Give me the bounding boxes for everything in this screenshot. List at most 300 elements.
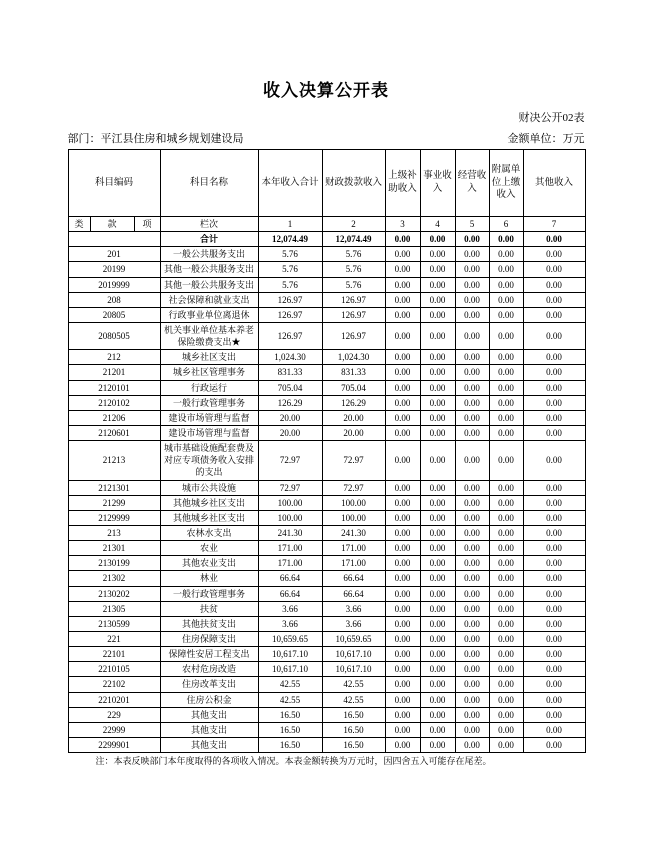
row-value: 16.50 xyxy=(322,737,385,752)
row-value: 42.55 xyxy=(322,692,385,707)
row-value: 66.64 xyxy=(258,586,322,601)
meta-row xyxy=(68,130,585,146)
row-value: 0.00 xyxy=(455,541,489,556)
sub-header-xiang: 项 xyxy=(134,217,160,232)
row-value: 705.04 xyxy=(322,380,385,395)
row-value: 0.00 xyxy=(455,495,489,510)
row-value: 0.00 xyxy=(455,365,489,380)
sub-header-col-4: 4 xyxy=(420,217,455,232)
row-value: 0.00 xyxy=(523,262,585,277)
table-row xyxy=(68,322,585,349)
row-value: 0.00 xyxy=(523,586,585,601)
row-value: 0.00 xyxy=(385,292,420,307)
row-value: 0.00 xyxy=(385,380,420,395)
row-value: 0.00 xyxy=(523,322,585,349)
row-value: 0.00 xyxy=(489,495,523,510)
row-value: 0.00 xyxy=(523,707,585,722)
income-table xyxy=(68,149,586,753)
row-value: 3.66 xyxy=(258,616,322,631)
row-value: 0.00 xyxy=(489,722,523,737)
row-value: 126.29 xyxy=(258,395,322,410)
sub-header-col-5: 5 xyxy=(455,217,489,232)
row-value: 0.00 xyxy=(489,707,523,722)
row-value: 1,024.30 xyxy=(258,350,322,365)
row-name: 其他农业支出 xyxy=(160,556,258,571)
row-value: 20.00 xyxy=(322,425,385,440)
department-label: 部门：平江县住房和城乡规划建设局 xyxy=(67,133,244,145)
row-value: 0.00 xyxy=(523,380,585,395)
row-value: 0.00 xyxy=(420,277,455,292)
table-row xyxy=(68,571,585,586)
row-name: 其他支出 xyxy=(160,722,258,737)
row-value: 831.33 xyxy=(258,365,322,380)
table-row xyxy=(68,441,585,480)
row-value: 0.00 xyxy=(385,425,420,440)
row-code xyxy=(68,232,160,247)
page-title: 收入决算公开表 xyxy=(263,81,389,100)
row-value: 0.00 xyxy=(455,556,489,571)
row-value: 0.00 xyxy=(385,647,420,662)
row-value: 241.30 xyxy=(322,525,385,540)
row-value: 0.00 xyxy=(385,601,420,616)
row-value: 5.76 xyxy=(322,262,385,277)
row-code: 2019999 xyxy=(68,277,160,292)
row-value: 0.00 xyxy=(420,441,455,480)
row-value: 0.00 xyxy=(523,525,585,540)
row-value: 0.00 xyxy=(385,480,420,495)
table-row xyxy=(68,616,585,631)
row-value: 0.00 xyxy=(523,571,585,586)
col-header-operating-income: 经营收入 xyxy=(455,150,489,217)
row-name: 建设市场管理与监督 xyxy=(160,425,258,440)
row-value: 0.00 xyxy=(523,692,585,707)
table-row xyxy=(68,707,585,722)
row-value: 0.00 xyxy=(455,631,489,646)
row-value: 0.00 xyxy=(489,441,523,480)
row-code: 208 xyxy=(68,292,160,307)
row-value: 0.00 xyxy=(489,601,523,616)
row-value: 0.00 xyxy=(385,707,420,722)
row-value: 0.00 xyxy=(455,510,489,525)
row-value: 0.00 xyxy=(489,395,523,410)
row-value: 0.00 xyxy=(455,737,489,752)
row-value: 66.64 xyxy=(322,586,385,601)
col-header-subsidy-income: 上级补助收入 xyxy=(385,150,420,217)
row-value: 66.64 xyxy=(322,571,385,586)
row-code: 201 xyxy=(68,247,160,262)
row-value: 0.00 xyxy=(489,247,523,262)
row-value: 10,617.10 xyxy=(322,662,385,677)
row-value: 0.00 xyxy=(455,571,489,586)
row-code: 2130202 xyxy=(68,586,160,601)
row-value: 16.50 xyxy=(258,722,322,737)
row-name: 住房公积金 xyxy=(160,692,258,707)
row-value: 0.00 xyxy=(489,480,523,495)
row-value: 0.00 xyxy=(523,616,585,631)
row-value: 0.00 xyxy=(455,692,489,707)
row-name: 行政事业单位离退休 xyxy=(160,307,258,322)
row-value: 0.00 xyxy=(523,556,585,571)
row-name: 机关事业单位基本养老保险缴费支出★ xyxy=(160,322,258,349)
row-value: 0.00 xyxy=(385,737,420,752)
row-name: 农林水支出 xyxy=(160,525,258,540)
table-row xyxy=(68,677,585,692)
row-value: 0.00 xyxy=(385,277,420,292)
row-value: 0.00 xyxy=(455,586,489,601)
row-value: 0.00 xyxy=(523,292,585,307)
row-code: 21213 xyxy=(68,441,160,480)
row-value: 0.00 xyxy=(489,262,523,277)
row-value: 0.00 xyxy=(489,571,523,586)
row-value: 0.00 xyxy=(523,495,585,510)
row-value: 0.00 xyxy=(455,425,489,440)
row-name: 住房改革支出 xyxy=(160,677,258,692)
row-value: 100.00 xyxy=(258,510,322,525)
row-value: 0.00 xyxy=(489,410,523,425)
row-code: 2210105 xyxy=(68,662,160,677)
row-name: 城市基础设施配套费及对应专项债务收入安排的支出 xyxy=(160,441,258,480)
row-code: 213 xyxy=(68,525,160,540)
row-code: 21305 xyxy=(68,601,160,616)
row-name: 一般公共服务支出 xyxy=(160,247,258,262)
row-value: 705.04 xyxy=(258,380,322,395)
row-value: 0.00 xyxy=(523,425,585,440)
row-value: 0.00 xyxy=(420,425,455,440)
row-name: 建设市场管理与监督 xyxy=(160,410,258,425)
sub-header-row xyxy=(68,217,585,232)
row-code: 21201 xyxy=(68,365,160,380)
row-value: 0.00 xyxy=(420,737,455,752)
row-value: 0.00 xyxy=(420,510,455,525)
row-value: 0.00 xyxy=(523,480,585,495)
row-value: 0.00 xyxy=(385,525,420,540)
row-value: 0.00 xyxy=(420,722,455,737)
row-value: 20.00 xyxy=(258,410,322,425)
row-code: 212 xyxy=(68,350,160,365)
row-value: 0.00 xyxy=(489,631,523,646)
row-value: 72.97 xyxy=(322,480,385,495)
row-value: 10,617.10 xyxy=(258,647,322,662)
sub-header-lanci: 栏次 xyxy=(160,217,258,232)
row-value: 0.00 xyxy=(455,677,489,692)
row-value: 1,024.30 xyxy=(322,350,385,365)
table-row xyxy=(68,410,585,425)
row-value: 241.30 xyxy=(258,525,322,540)
row-value: 126.29 xyxy=(322,395,385,410)
row-value: 171.00 xyxy=(322,556,385,571)
row-value: 0.00 xyxy=(420,571,455,586)
row-value: 0.00 xyxy=(455,292,489,307)
row-value: 0.00 xyxy=(489,322,523,349)
row-name: 城乡社区管理事务 xyxy=(160,365,258,380)
row-name: 住房保障支出 xyxy=(160,631,258,646)
sub-header-col-6: 6 xyxy=(489,217,523,232)
unit-label: 金额单位：万元 xyxy=(507,133,585,145)
row-value: 0.00 xyxy=(420,631,455,646)
row-value: 16.50 xyxy=(258,707,322,722)
row-value: 42.55 xyxy=(322,677,385,692)
row-value: 72.97 xyxy=(258,441,322,480)
row-value: 0.00 xyxy=(420,262,455,277)
col-header-fiscal-income: 财政拨款收入 xyxy=(322,150,385,217)
row-code: 2129999 xyxy=(68,510,160,525)
row-code: 22101 xyxy=(68,647,160,662)
row-name: 农业 xyxy=(160,541,258,556)
table-row xyxy=(68,631,585,646)
row-value: 0.00 xyxy=(385,232,420,247)
row-value: 0.00 xyxy=(489,232,523,247)
row-value: 0.00 xyxy=(420,662,455,677)
row-value: 0.00 xyxy=(455,380,489,395)
row-value: 66.64 xyxy=(258,571,322,586)
row-value: 0.00 xyxy=(420,292,455,307)
row-value: 0.00 xyxy=(420,525,455,540)
row-name: 城乡社区支出 xyxy=(160,350,258,365)
table-row xyxy=(68,601,585,616)
row-name: 其他支出 xyxy=(160,737,258,752)
table-code-label: 财决公开02表 xyxy=(518,112,585,124)
row-value: 0.00 xyxy=(385,677,420,692)
row-value: 0.00 xyxy=(455,647,489,662)
row-value: 0.00 xyxy=(489,662,523,677)
row-name: 城市公共设施 xyxy=(160,480,258,495)
row-value: 0.00 xyxy=(385,556,420,571)
row-value: 0.00 xyxy=(420,350,455,365)
row-value: 0.00 xyxy=(489,425,523,440)
row-value: 0.00 xyxy=(385,350,420,365)
row-code: 20199 xyxy=(68,262,160,277)
row-value: 0.00 xyxy=(385,395,420,410)
row-value: 5.76 xyxy=(258,262,322,277)
row-value: 171.00 xyxy=(322,541,385,556)
row-value: 72.97 xyxy=(322,441,385,480)
row-name: 合计 xyxy=(160,232,258,247)
row-value: 0.00 xyxy=(455,722,489,737)
row-value: 0.00 xyxy=(455,441,489,480)
row-value: 0.00 xyxy=(420,380,455,395)
row-value: 20.00 xyxy=(258,425,322,440)
table-row xyxy=(68,425,585,440)
table-row xyxy=(68,647,585,662)
row-value: 0.00 xyxy=(523,247,585,262)
row-value: 0.00 xyxy=(455,322,489,349)
row-value: 0.00 xyxy=(489,737,523,752)
row-value: 3.66 xyxy=(322,601,385,616)
row-value: 0.00 xyxy=(420,365,455,380)
col-header-business-income: 事业收入 xyxy=(420,150,455,217)
row-value: 0.00 xyxy=(523,350,585,365)
row-value: 3.66 xyxy=(322,616,385,631)
row-name: 其他支出 xyxy=(160,707,258,722)
row-code: 22999 xyxy=(68,722,160,737)
row-value: 0.00 xyxy=(385,631,420,646)
row-value: 0.00 xyxy=(455,232,489,247)
row-value: 0.00 xyxy=(385,410,420,425)
row-value: 0.00 xyxy=(523,662,585,677)
row-value: 0.00 xyxy=(385,510,420,525)
table-row xyxy=(68,525,585,540)
row-name: 保障性安居工程支出 xyxy=(160,647,258,662)
row-name: 一般行政管理事务 xyxy=(160,586,258,601)
row-value: 0.00 xyxy=(420,247,455,262)
row-value: 0.00 xyxy=(385,441,420,480)
row-value: 0.00 xyxy=(489,365,523,380)
row-value: 0.00 xyxy=(455,601,489,616)
row-value: 10,617.10 xyxy=(322,647,385,662)
row-value: 0.00 xyxy=(420,395,455,410)
row-value: 0.00 xyxy=(489,541,523,556)
table-row xyxy=(68,350,585,365)
table-row xyxy=(68,247,585,262)
row-value: 0.00 xyxy=(455,307,489,322)
row-value: 10,659.65 xyxy=(322,631,385,646)
row-value: 0.00 xyxy=(420,232,455,247)
row-name: 其他城乡社区支出 xyxy=(160,510,258,525)
row-value: 126.97 xyxy=(258,292,322,307)
row-value: 72.97 xyxy=(258,480,322,495)
row-value: 42.55 xyxy=(258,692,322,707)
row-value: 0.00 xyxy=(385,247,420,262)
row-value: 0.00 xyxy=(523,601,585,616)
row-value: 0.00 xyxy=(523,541,585,556)
row-value: 5.76 xyxy=(322,277,385,292)
row-value: 126.97 xyxy=(258,322,322,349)
total-row xyxy=(68,232,585,247)
table-row xyxy=(68,495,585,510)
row-value: 12,074.49 xyxy=(258,232,322,247)
row-value: 0.00 xyxy=(385,495,420,510)
row-value: 0.00 xyxy=(489,525,523,540)
table-row xyxy=(68,307,585,322)
row-value: 0.00 xyxy=(489,677,523,692)
row-code: 2299901 xyxy=(68,737,160,752)
row-name: 扶贫 xyxy=(160,601,258,616)
row-name: 农村危房改造 xyxy=(160,662,258,677)
row-value: 0.00 xyxy=(523,722,585,737)
row-value: 0.00 xyxy=(455,247,489,262)
row-value: 100.00 xyxy=(258,495,322,510)
row-value: 16.50 xyxy=(322,707,385,722)
row-code: 21302 xyxy=(68,571,160,586)
row-value: 10,659.65 xyxy=(258,631,322,646)
row-value: 0.00 xyxy=(420,480,455,495)
row-value: 0.00 xyxy=(489,292,523,307)
row-code: 2120102 xyxy=(68,395,160,410)
table-row xyxy=(68,365,585,380)
table-row xyxy=(68,292,585,307)
sub-header-col-1: 1 xyxy=(258,217,322,232)
sub-header-col-7: 7 xyxy=(523,217,585,232)
row-value: 42.55 xyxy=(258,677,322,692)
row-code: 2120601 xyxy=(68,425,160,440)
table-row xyxy=(68,510,585,525)
row-value: 0.00 xyxy=(420,307,455,322)
row-value: 0.00 xyxy=(420,556,455,571)
col-header-other-income: 其他收入 xyxy=(523,150,585,217)
row-value: 3.66 xyxy=(258,601,322,616)
row-code: 21299 xyxy=(68,495,160,510)
sub-header-col-3: 3 xyxy=(385,217,420,232)
row-code: 2120101 xyxy=(68,380,160,395)
sub-header-col-2: 2 xyxy=(322,217,385,232)
table-row xyxy=(68,556,585,571)
row-value: 0.00 xyxy=(455,395,489,410)
row-code: 2080505 xyxy=(68,322,160,349)
row-value: 0.00 xyxy=(385,365,420,380)
table-row xyxy=(68,586,585,601)
row-value: 0.00 xyxy=(385,541,420,556)
row-value: 0.00 xyxy=(489,647,523,662)
row-value: 0.00 xyxy=(523,307,585,322)
row-value: 5.76 xyxy=(258,277,322,292)
row-code: 20805 xyxy=(68,307,160,322)
row-value: 0.00 xyxy=(523,631,585,646)
row-value: 0.00 xyxy=(455,410,489,425)
row-value: 0.00 xyxy=(489,307,523,322)
row-value: 0.00 xyxy=(523,277,585,292)
row-value: 126.97 xyxy=(258,307,322,322)
row-value: 10,617.10 xyxy=(258,662,322,677)
row-code: 21206 xyxy=(68,410,160,425)
row-value: 171.00 xyxy=(258,556,322,571)
table-row xyxy=(68,480,585,495)
table-body xyxy=(68,232,585,753)
table-row xyxy=(68,722,585,737)
row-value: 20.00 xyxy=(322,410,385,425)
row-value: 0.00 xyxy=(420,586,455,601)
table-row xyxy=(68,737,585,752)
row-value: 0.00 xyxy=(385,571,420,586)
row-code: 21301 xyxy=(68,541,160,556)
row-value: 0.00 xyxy=(420,647,455,662)
row-value: 0.00 xyxy=(489,692,523,707)
row-code: 2121301 xyxy=(68,480,160,495)
row-value: 100.00 xyxy=(322,510,385,525)
row-value: 0.00 xyxy=(420,495,455,510)
sub-header-kuan: 款 xyxy=(90,217,134,232)
row-value: 0.00 xyxy=(523,737,585,752)
row-value: 0.00 xyxy=(385,692,420,707)
row-name: 一般行政管理事务 xyxy=(160,395,258,410)
row-value: 0.00 xyxy=(489,556,523,571)
table-row xyxy=(68,692,585,707)
col-header-total-income: 本年收入合计 xyxy=(258,150,322,217)
row-value: 0.00 xyxy=(455,616,489,631)
row-value: 0.00 xyxy=(385,616,420,631)
row-value: 0.00 xyxy=(489,586,523,601)
row-value: 126.97 xyxy=(322,292,385,307)
row-code: 2130599 xyxy=(68,616,160,631)
row-value: 126.97 xyxy=(322,322,385,349)
row-name: 其他一般公共服务支出 xyxy=(160,262,258,277)
row-value: 0.00 xyxy=(385,322,420,349)
row-value: 0.00 xyxy=(385,307,420,322)
row-code: 221 xyxy=(68,631,160,646)
row-value: 0.00 xyxy=(420,322,455,349)
row-value: 0.00 xyxy=(523,510,585,525)
row-value: 0.00 xyxy=(523,677,585,692)
table-row xyxy=(68,662,585,677)
header-row xyxy=(68,150,585,217)
row-value: 0.00 xyxy=(523,365,585,380)
row-value: 0.00 xyxy=(455,277,489,292)
sub-header-lei: 类 xyxy=(68,217,90,232)
row-value: 0.00 xyxy=(489,616,523,631)
row-value: 171.00 xyxy=(258,541,322,556)
row-value: 0.00 xyxy=(523,395,585,410)
table-row xyxy=(68,277,585,292)
row-value: 126.97 xyxy=(322,307,385,322)
